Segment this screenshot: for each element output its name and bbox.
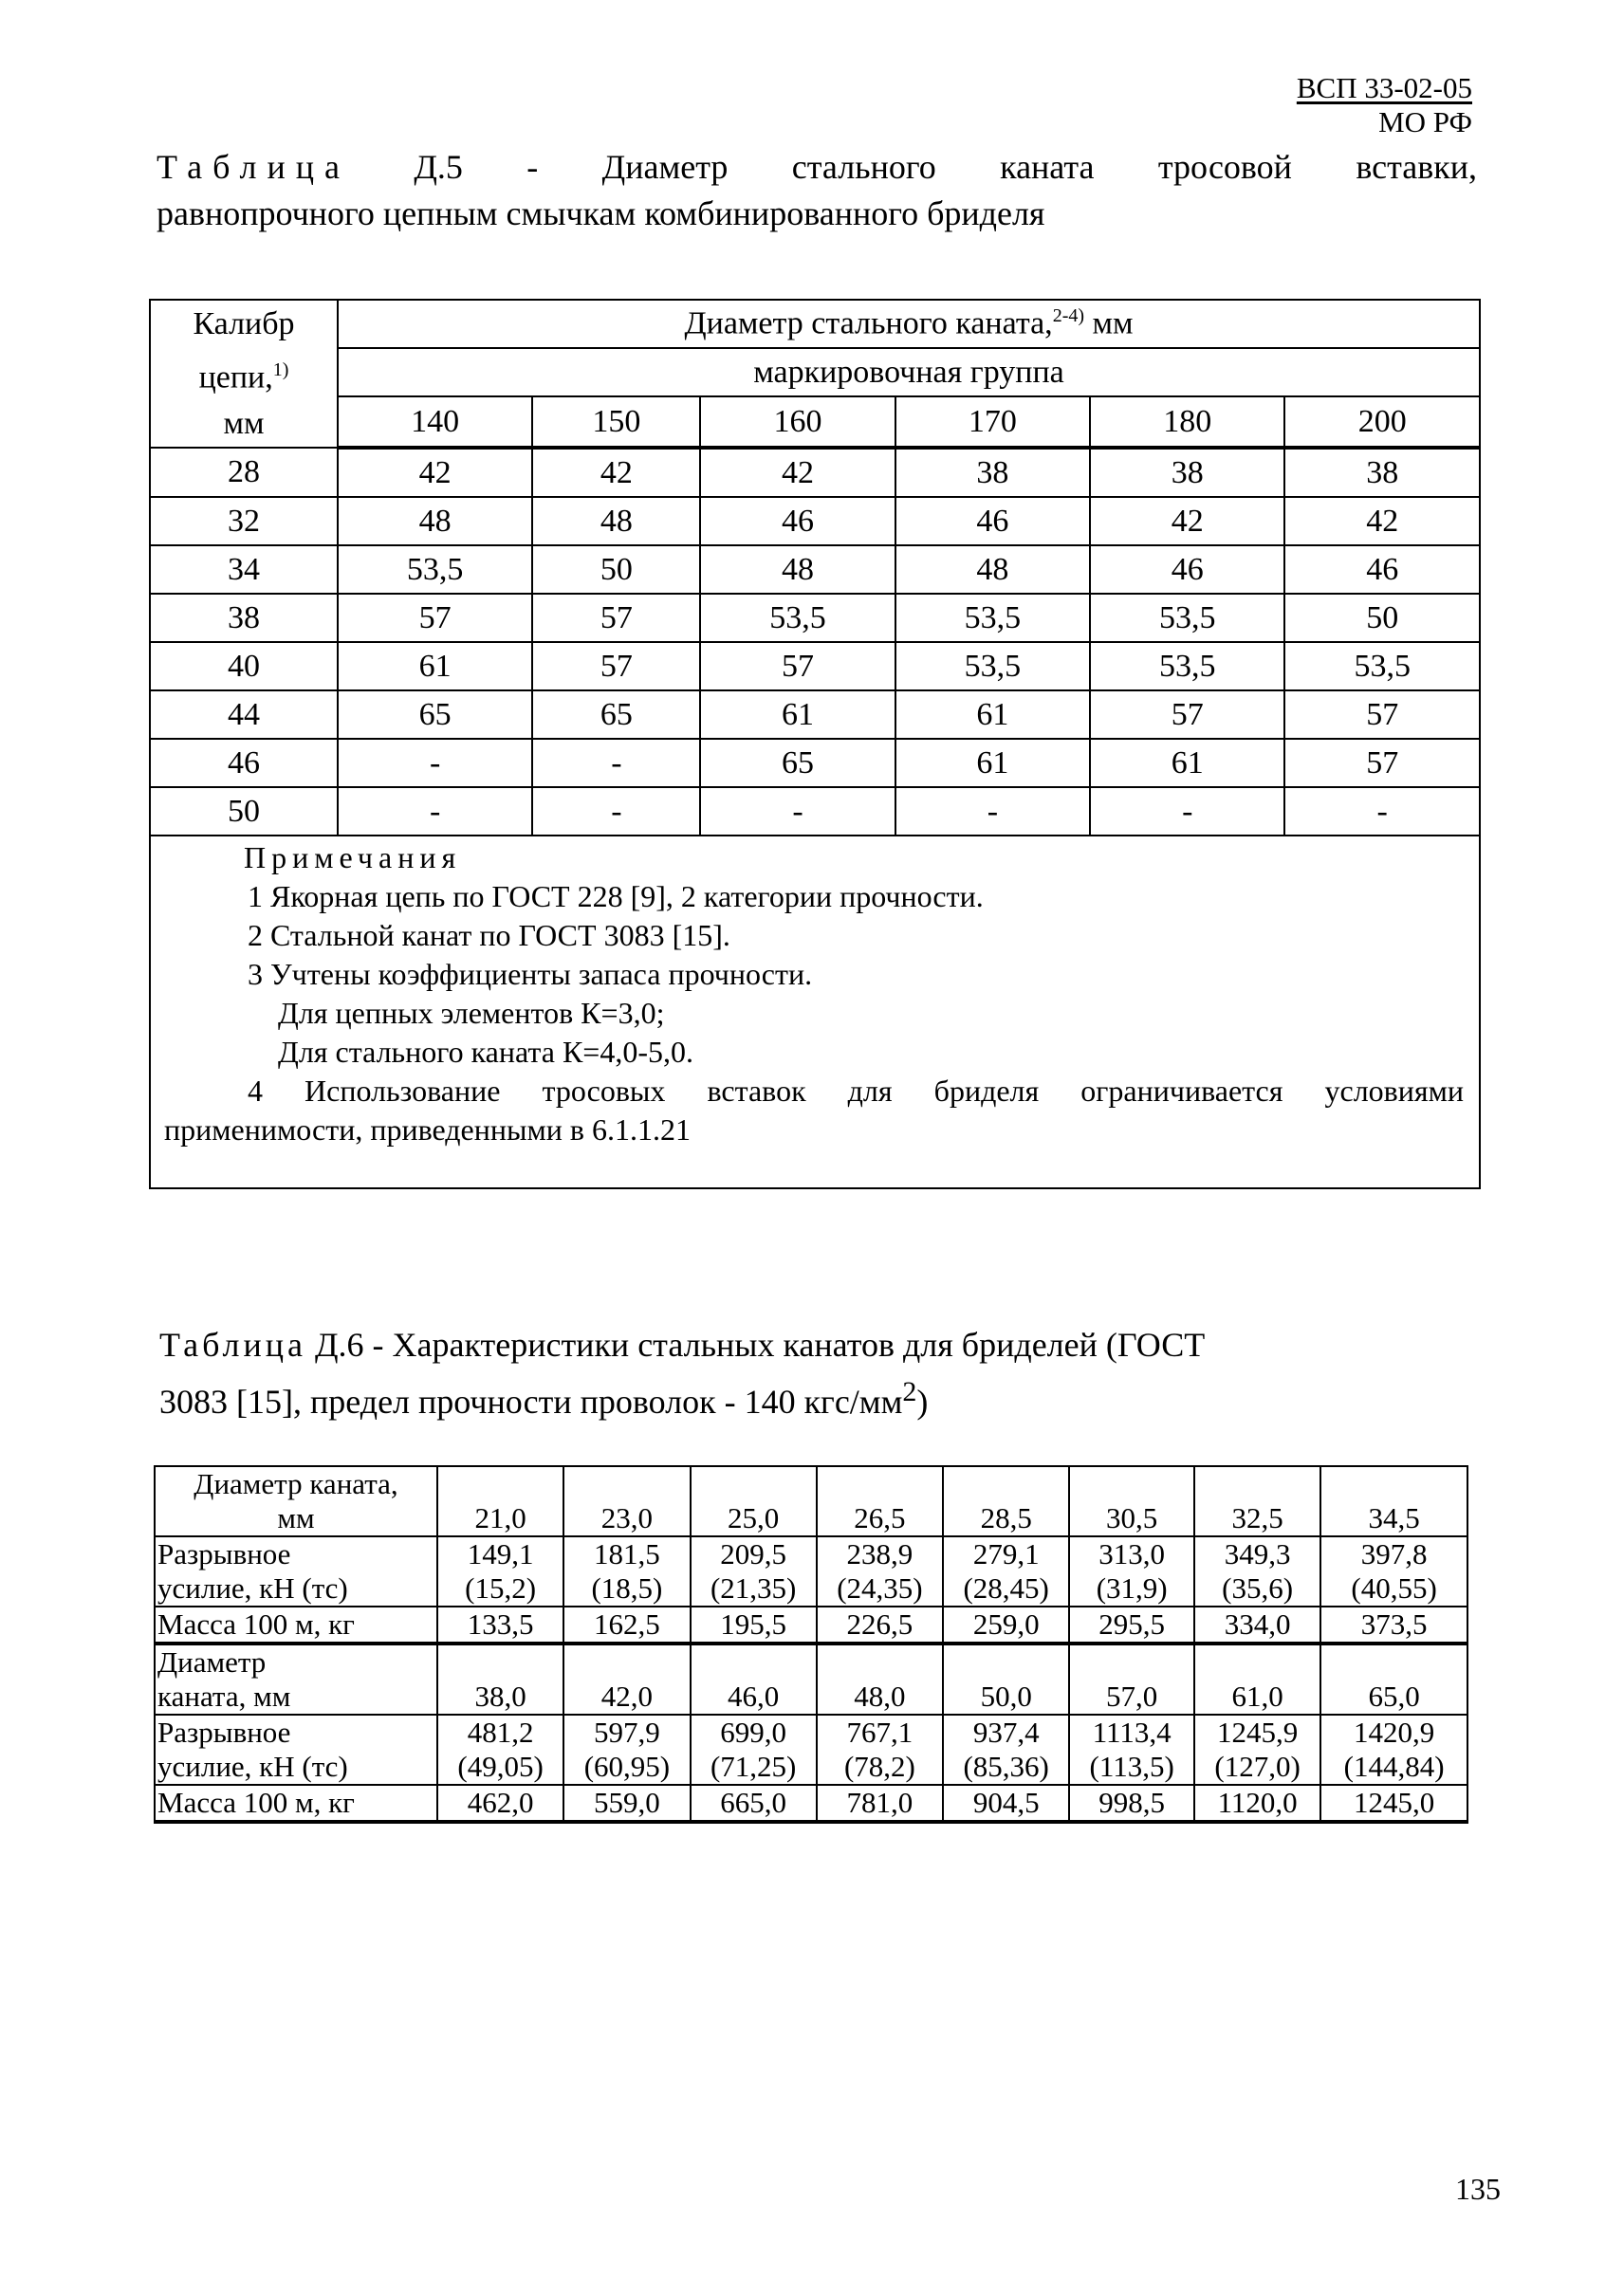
caption-line1: Д.6 - Характеристики стальных канатов для бриделей (ГОСТ	[314, 1326, 1206, 1364]
mass-cell: 781,0	[817, 1785, 943, 1822]
force-kn: 349,3	[1224, 1537, 1291, 1570]
diameter-cell: 46,0	[691, 1644, 817, 1715]
diameter-cell: 57	[532, 594, 700, 642]
mass-row	[155, 1785, 1467, 1822]
caliber-header: Калибр цепи,$^{1)}$ мм	[150, 300, 338, 448]
force-cell	[437, 1536, 563, 1607]
diameter-cell: 53,5	[1284, 642, 1480, 690]
group-cell: 150	[532, 396, 700, 448]
force-cell	[817, 1715, 943, 1785]
caliber-cell: 32	[150, 497, 338, 545]
diameter-cell: 57	[1284, 739, 1480, 787]
force-kn: 279,1	[972, 1537, 1040, 1570]
group-header: маркировочная группа	[338, 348, 1480, 396]
mass-cell: 904,5	[943, 1785, 1069, 1822]
note-4a: 4 Использование тросовых вставок для бриделя ограничивается условиями	[248, 1074, 1464, 1109]
force-ts: (24,35)	[837, 1571, 923, 1605]
force-kn: 1420,9	[1354, 1716, 1435, 1749]
force-ts: (18,5)	[591, 1571, 663, 1605]
force-ts: (31,9)	[1096, 1571, 1168, 1605]
diameter-cell: 32,5	[1194, 1466, 1320, 1536]
caliber-cell: 38	[150, 594, 338, 642]
force-cell	[563, 1715, 690, 1785]
caption-line1: Д.5 - Диаметр стального каната тросовой вставки,	[414, 148, 1477, 186]
group-cell: 160	[700, 396, 895, 448]
force-label-1: Разрывное	[157, 1716, 291, 1749]
mass-cell: 295,5	[1069, 1607, 1194, 1644]
diameter-cell: 42	[532, 448, 700, 497]
table-d6-caption: Таблица Д.6 - Характеристики стальных канатов для бриделей (ГОСТ 3083 [15], предел прочности проволок - 140 кгс/$мм^2$)	[159, 1326, 1206, 1421]
diameter-label-2: каната, мм	[157, 1680, 291, 1713]
diameter-cell: 61	[700, 690, 895, 739]
force-ts: (78,2)	[843, 1750, 915, 1783]
caption-word: Таблица	[157, 148, 350, 186]
force-cell	[1320, 1536, 1467, 1607]
diameter-label-1: Диаметр каната,	[194, 1467, 398, 1500]
note-3b: Для стального каната К=4,0-5,0.	[278, 1035, 693, 1070]
table-d6	[154, 1465, 1468, 1824]
mass-cell: 373,5	[1320, 1607, 1467, 1644]
diameter-cell: 53,5	[700, 594, 895, 642]
mass-cell: 462,0	[437, 1785, 563, 1822]
diameter-label-2: мм	[277, 1501, 315, 1534]
table-row	[150, 690, 1480, 739]
diameter-label	[155, 1466, 437, 1536]
diameter-cell: 48	[338, 497, 532, 545]
diameter-cell: 42	[338, 448, 532, 497]
diameter-cell: 38,0	[437, 1644, 563, 1715]
diameter-cell: 46	[895, 497, 1090, 545]
diameter-cell: 38	[1284, 448, 1480, 497]
force-kn: 149,1	[467, 1537, 534, 1570]
diameter-row	[155, 1466, 1467, 1536]
force-row	[155, 1536, 1467, 1607]
diameter-cell: 57,0	[1069, 1644, 1194, 1715]
force-cell	[943, 1536, 1069, 1607]
force-ts: (127,0)	[1214, 1750, 1301, 1783]
mass-cell: 665,0	[691, 1785, 817, 1822]
force-ts: (15,2)	[465, 1571, 537, 1605]
diameter-cell: 53,5	[1090, 594, 1284, 642]
diameter-cell: 50	[532, 545, 700, 594]
mass-cell: 195,5	[691, 1607, 817, 1644]
diameter-cell: -	[338, 739, 532, 787]
force-label-2: усилие, кН (тс)	[157, 1750, 348, 1783]
diameter-cell: -	[532, 787, 700, 836]
group-cell: 180	[1090, 396, 1284, 448]
diameter-cell: 48	[700, 545, 895, 594]
group-cell: 200	[1284, 396, 1480, 448]
mass-cell: 162,5	[563, 1607, 690, 1644]
diameter-cell: 42,0	[563, 1644, 690, 1715]
force-cell	[817, 1536, 943, 1607]
diameter-cell: 42	[1284, 497, 1480, 545]
force-kn: 209,5	[720, 1537, 787, 1570]
mass-cell: 259,0	[943, 1607, 1069, 1644]
force-ts: (144,84)	[1343, 1750, 1445, 1783]
diameter-cell: 21,0	[437, 1466, 563, 1536]
table-d5	[149, 299, 1481, 1189]
mass-cell: 226,5	[817, 1607, 943, 1644]
force-ts: (28,45)	[963, 1571, 1049, 1605]
table-row	[150, 497, 1480, 545]
diameter-cell: 53,5	[895, 642, 1090, 690]
diameter-cell: 46	[1090, 545, 1284, 594]
diameter-cell: 53,5	[338, 545, 532, 594]
diameter-cell: 48,0	[817, 1644, 943, 1715]
diameter-label-1: Диаметр	[157, 1645, 267, 1679]
force-cell	[1320, 1715, 1467, 1785]
mass-cell: 133,5	[437, 1607, 563, 1644]
diameter-cell: 42	[1090, 497, 1284, 545]
diameter-cell: 61	[1090, 739, 1284, 787]
diameter-cell: 25,0	[691, 1466, 817, 1536]
force-cell	[1069, 1536, 1194, 1607]
caliber-cell: 44	[150, 690, 338, 739]
force-ts: (71,25)	[710, 1750, 797, 1783]
diameter-cell: 38	[1090, 448, 1284, 497]
force-ts: (40,55)	[1351, 1571, 1437, 1605]
force-cell	[691, 1715, 817, 1785]
diameter-cell: 50	[1284, 594, 1480, 642]
diameter-cell: 53,5	[895, 594, 1090, 642]
diameter-cell: 53,5	[1090, 642, 1284, 690]
diameter-cell: 57	[1090, 690, 1284, 739]
diameter-cell: 61,0	[1194, 1644, 1320, 1715]
diameter-row	[155, 1644, 1467, 1715]
group-cell: 140	[338, 396, 532, 448]
diameter-cell: 38	[895, 448, 1090, 497]
force-cell	[1194, 1536, 1320, 1607]
force-kn: 481,2	[467, 1716, 534, 1749]
force-ts: (49,05)	[457, 1750, 544, 1783]
diameter-cell: 57	[338, 594, 532, 642]
diameter-cell: 61	[338, 642, 532, 690]
diameter-cell: 65	[700, 739, 895, 787]
caption-line2: 3083 [15], предел прочности проволок - 140 кгс/мм	[159, 1383, 903, 1421]
force-kn: 699,0	[720, 1716, 787, 1749]
diameter-cell: 65,0	[1320, 1644, 1467, 1715]
caliber-cell: 46	[150, 739, 338, 787]
note-3a: Для цепных элементов К=3,0;	[278, 996, 665, 1031]
diameter-cell: 26,5	[817, 1466, 943, 1536]
caption-line2: равнопрочного цепным смычкам комбинированного бриделя	[157, 194, 1045, 232]
diameter-cell: 28,5	[943, 1466, 1069, 1536]
page-number: 135	[1455, 2172, 1501, 2206]
force-ts: (85,36)	[963, 1750, 1049, 1783]
diameter-cell: -	[1284, 787, 1480, 836]
force-cell	[563, 1536, 690, 1607]
diameter-cell: -	[895, 787, 1090, 836]
diameter-cell: 65	[532, 690, 700, 739]
caliber-cell: 28	[150, 448, 338, 497]
document-code: ВСП 33-02-05	[1296, 71, 1472, 104]
force-label	[155, 1715, 437, 1785]
diameter-label	[155, 1644, 437, 1715]
table-d5-notes	[150, 836, 1480, 1188]
force-kn: 181,5	[594, 1537, 660, 1570]
diameter-cell: 65	[338, 690, 532, 739]
force-row	[155, 1715, 1467, 1785]
diameter-cell: 57	[532, 642, 700, 690]
organization: МО РФ	[1378, 105, 1472, 138]
diameter-cell: -	[700, 787, 895, 836]
force-kn: 937,4	[972, 1716, 1040, 1749]
force-kn: 1113,4	[1092, 1716, 1172, 1749]
table-d5-caption	[157, 144, 1477, 237]
force-kn: 397,8	[1360, 1537, 1428, 1570]
force-ts: (60,95)	[583, 1750, 671, 1783]
force-cell	[437, 1715, 563, 1785]
force-ts: (21,35)	[710, 1571, 797, 1605]
force-label-2: усилие, кН (тс)	[157, 1571, 348, 1605]
diameter-cell: 30,5	[1069, 1466, 1194, 1536]
force-cell	[1069, 1715, 1194, 1785]
caliber-cell: 50	[150, 787, 338, 836]
table-row	[150, 545, 1480, 594]
mass-label: Масса 100 м, кг	[155, 1607, 437, 1644]
table-row	[150, 594, 1480, 642]
mass-cell: 998,5	[1069, 1785, 1194, 1822]
table-row	[150, 787, 1480, 836]
force-cell	[943, 1715, 1069, 1785]
force-kn: 313,0	[1098, 1537, 1166, 1570]
table-row	[150, 739, 1480, 787]
table-row	[150, 448, 1480, 497]
force-ts: (35,6)	[1222, 1571, 1294, 1605]
notes-title: Примечания	[244, 840, 462, 875]
force-cell	[691, 1536, 817, 1607]
mass-row	[155, 1607, 1467, 1644]
diameter-cell: 23,0	[563, 1466, 690, 1536]
diameter-cell: 46	[1284, 545, 1480, 594]
diameter-cell: -	[338, 787, 532, 836]
group-cell: 170	[895, 396, 1090, 448]
mass-label: Масса 100 м, кг	[155, 1785, 437, 1822]
note-2: 2 Стальной канат по ГОСТ 3083 [15].	[248, 918, 730, 953]
mass-cell: 1120,0	[1194, 1785, 1320, 1822]
diameter-cell: -	[1090, 787, 1284, 836]
diameter-cell: 61	[895, 739, 1090, 787]
diameter-cell: 57	[700, 642, 895, 690]
diameter-cell: 34,5	[1320, 1466, 1467, 1536]
force-kn: 767,1	[846, 1716, 914, 1749]
caption-word: Таблица	[159, 1326, 306, 1364]
table-row	[150, 642, 1480, 690]
diameter-header: Диаметр стального каната,$^{2-4)}$ мм	[338, 300, 1480, 348]
mass-cell: 1245,0	[1320, 1785, 1467, 1822]
force-kn: 238,9	[846, 1537, 914, 1570]
force-kn: 597,9	[594, 1716, 660, 1749]
diameter-cell: 50,0	[943, 1644, 1069, 1715]
note-3: 3 Учтены коэффициенты запаса прочности.	[248, 957, 813, 992]
note-1: 1 Якорная цепь по ГОСТ 228 [9], 2 категории прочности.	[248, 879, 984, 914]
diameter-cell: 57	[1284, 690, 1480, 739]
note-4b: применимости, приведенными в 6.1.1.21	[164, 1112, 691, 1148]
diameter-cell: 48	[895, 545, 1090, 594]
force-label-1: Разрывное	[157, 1537, 291, 1570]
diameter-cell: 46	[700, 497, 895, 545]
diameter-cell: 42	[700, 448, 895, 497]
force-cell	[1194, 1715, 1320, 1785]
force-ts: (113,5)	[1089, 1750, 1174, 1783]
caliber-cell: 34	[150, 545, 338, 594]
force-label	[155, 1536, 437, 1607]
diameter-cell: 61	[895, 690, 1090, 739]
diameter-cell: 48	[532, 497, 700, 545]
caliber-cell: 40	[150, 642, 338, 690]
mass-cell: 559,0	[563, 1785, 690, 1822]
mass-cell: 334,0	[1194, 1607, 1320, 1644]
diameter-cell: -	[532, 739, 700, 787]
force-kn: 1245,9	[1217, 1716, 1299, 1749]
